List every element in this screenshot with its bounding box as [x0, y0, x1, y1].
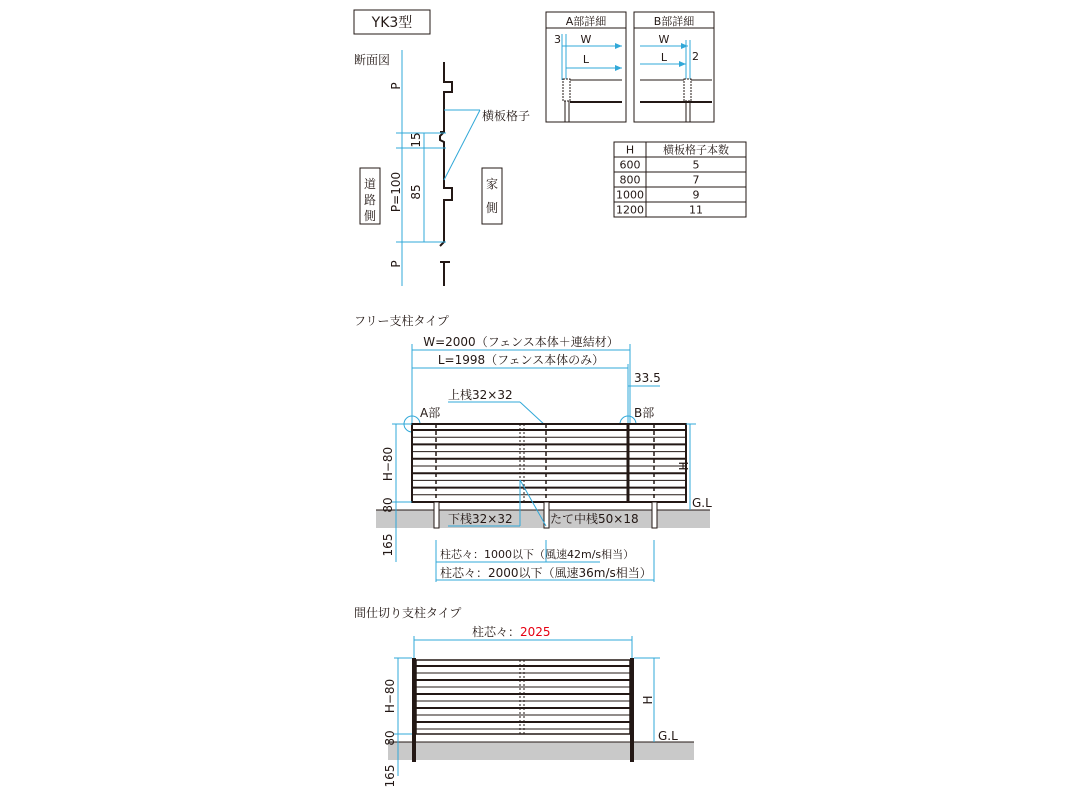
- a-part-label: A部: [420, 406, 441, 420]
- model-label: YK3型: [371, 15, 413, 31]
- table-cell: 9: [692, 188, 700, 202]
- top-rail-label: 上桟32×32: [448, 388, 513, 402]
- section-dim-15: 15: [409, 132, 423, 148]
- table-cell: 5: [692, 158, 700, 172]
- table-cell: 1200: [616, 203, 644, 217]
- detail-b-w: W: [658, 33, 670, 46]
- free-post-title: フリー支柱タイプ: [354, 314, 449, 328]
- table-cell: 7: [692, 173, 700, 187]
- detail-a-dim3: 3: [554, 33, 561, 46]
- partition-pitch-value: 2025: [520, 625, 551, 639]
- road-side-label: 道路側: [363, 177, 377, 223]
- free-dim-165: 165: [381, 533, 395, 557]
- mid-rail-label: たて中桟50×18: [550, 512, 639, 526]
- partition-title: 間仕切り支柱タイプ: [354, 606, 462, 620]
- free-h: H: [677, 461, 691, 471]
- table-cell: 11: [689, 203, 703, 217]
- bottom-rail-label: 下桟32×32: [448, 512, 513, 526]
- detail-a-w: W: [580, 33, 592, 46]
- detail-b-title: B部詳細: [653, 15, 695, 28]
- partition-h: H: [641, 695, 655, 705]
- table-header-cell: H: [625, 143, 635, 157]
- section-title: 断面図: [354, 53, 391, 67]
- table-cell: 600: [619, 158, 641, 172]
- section-dimensions: [396, 50, 480, 286]
- ground-free: [376, 510, 710, 528]
- dim-335: 33.5: [634, 371, 661, 385]
- partition-dim-80: 80: [383, 730, 397, 746]
- section-p-top: P: [389, 82, 403, 90]
- partition-pitch-label: 柱芯々：: [471, 625, 520, 639]
- b-part-label: B部: [634, 406, 655, 420]
- ground-partition: [388, 742, 694, 760]
- detail-a-l: L: [582, 53, 590, 66]
- partition-gl: G.L: [658, 729, 678, 743]
- partition-h-minus: H−80: [383, 678, 397, 714]
- section-dim-85: 85: [409, 184, 423, 200]
- slat-label: 横板格子: [482, 109, 531, 123]
- detail-b-l: L: [660, 51, 668, 64]
- section-profile: [440, 62, 452, 286]
- partition-dim-165: 165: [383, 764, 397, 788]
- pitch-1000-label: 柱芯々：1000以下（風速42m/s相当）: [440, 548, 635, 561]
- table-cell: 1000: [616, 188, 644, 202]
- free-gl: G.L: [692, 496, 712, 510]
- detail-b-dim2: 2: [692, 50, 699, 63]
- detail-a-title: A部詳細: [565, 15, 607, 28]
- slat-table: [614, 142, 746, 217]
- w-dim-label: W=2000（フェンス本体＋連結材）: [423, 335, 619, 349]
- table-header-cell: 横板格子本数: [663, 143, 729, 157]
- pitch-2000-label: 柱芯々：2000以下（風速36m/s相当）: [440, 566, 652, 580]
- free-h-minus: H−80: [381, 446, 395, 482]
- section-p-bottom: P: [389, 260, 403, 268]
- house-side-label: 家側: [485, 177, 499, 215]
- l-dim-label: L=1998（フェンス本体のみ）: [437, 353, 605, 367]
- table-cell: 800: [619, 173, 641, 187]
- section-dim-pitch: P=100: [389, 171, 403, 213]
- free-dim-80: 80: [381, 497, 395, 513]
